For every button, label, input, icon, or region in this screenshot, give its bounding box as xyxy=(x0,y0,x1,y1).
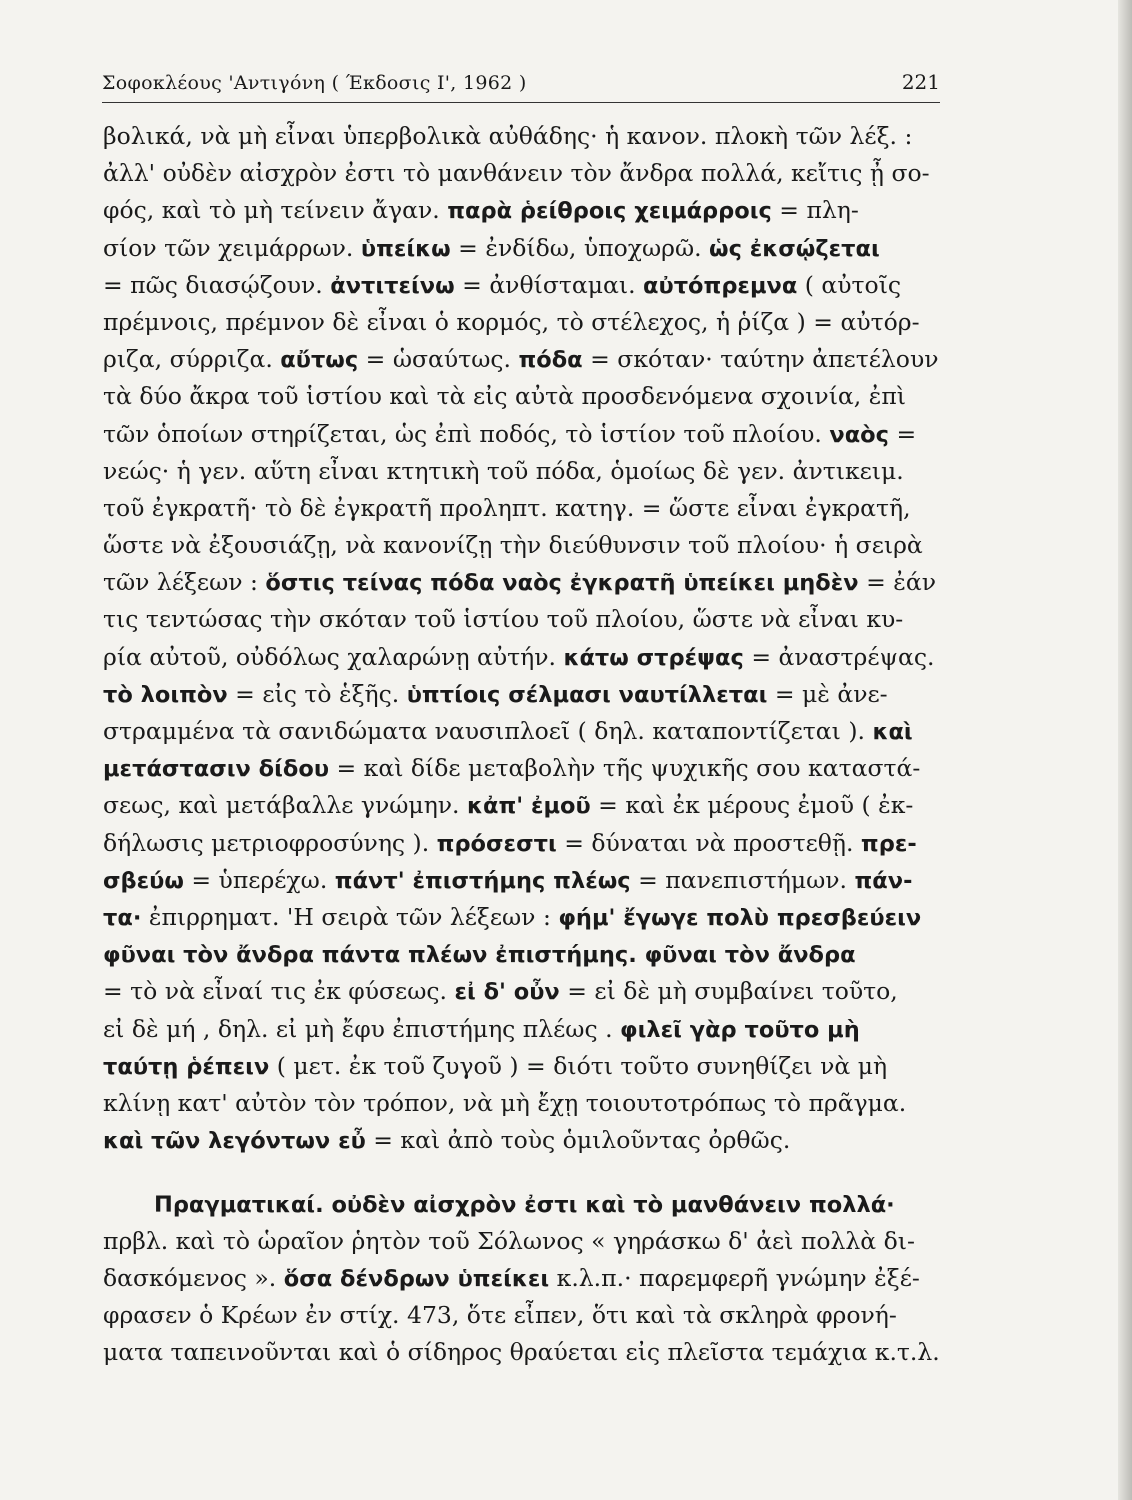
gloss-text: δασκόμενος ». xyxy=(103,1264,284,1292)
gloss-text: ριζα, σύρριζα. xyxy=(103,345,281,374)
lemma-term: παρὰ ῥείθροις χειμάρροις xyxy=(447,198,772,225)
gloss-text: = δύναται νὰ προστεθῇ. xyxy=(556,828,861,857)
lemma-term: ταύτῃ ῥέπειν xyxy=(103,1053,270,1080)
gloss-text: τοῦ ἐγκρατῆ· τὸ δὲ ἐγκρατῆ προληπτ. κατηγ. = ὥστε εἶναι ἐγκρατῆ, xyxy=(103,493,911,522)
lemma-term: ὅσα δένδρων ὑπείκει xyxy=(283,1266,550,1292)
gloss-text: τῶν λέξεων : xyxy=(103,568,266,597)
gloss-text: = ὑπερέχω. xyxy=(183,865,335,894)
commentary-line xyxy=(103,1122,943,1159)
gloss-text: στραμμένα τὰ σανιδώματα ναυσιπλοεῖ ( δηλ. καταποντίζεται ). xyxy=(103,717,873,745)
gloss-text: φρασεν ὁ Κρέων ἐν στίχ. 473, ὅτε εἶπεν, ὅτι καὶ τὰ σκληρὰ φρονή- xyxy=(103,1301,897,1329)
gloss-text: = ἀναστρέψας. xyxy=(743,642,935,671)
gloss-text: σεως, καὶ μετάβαλλε γνώμην. xyxy=(103,791,467,820)
gloss-text: εἰ δὲ μή , δηλ. εἰ μὴ ἔφυ ἐπιστήμης πλέως . xyxy=(103,1014,621,1043)
notes-line xyxy=(103,1260,944,1297)
gloss-text: τῶν ὁποίων στηρίζεται, ὡς ἐπὶ ποδός, τὸ ἱστίον τοῦ πλοίου. xyxy=(103,419,830,448)
lemma-term: πάντ' ἐπιστήμης πλέως xyxy=(334,867,631,894)
notes-line xyxy=(103,1297,944,1334)
commentary-line xyxy=(103,267,943,304)
lemma-term: πρόσεστι xyxy=(436,830,557,857)
lemma-term: κἀπ' ἐμοῦ xyxy=(467,793,591,820)
lemma-term: καὶ τῶν λεγόντων εὖ xyxy=(103,1128,366,1155)
lemma-term: κάτω στρέψας xyxy=(563,644,744,671)
lemma-term: σβεύω xyxy=(103,867,184,894)
commentary-line xyxy=(103,416,943,453)
commentary-line xyxy=(103,155,943,192)
lemma-term: φιλεῖ γὰρ τοῦτο μὴ xyxy=(620,1016,860,1043)
commentary-line xyxy=(103,453,943,490)
commentary-line xyxy=(103,304,943,341)
gloss-text: ἀλλ' οὐδὲν αἰσχρὸν ἐστι τὸ μανθάνειν τὸν ἄνδρα πολλά, κεἴτις ᾖ σο- xyxy=(103,159,930,188)
notes-line xyxy=(103,1223,944,1260)
commentary-line xyxy=(103,676,943,713)
commentary-line xyxy=(103,750,943,787)
lemma-term: φήμ' ἔγωγε πολὺ πρεσβεύειν xyxy=(558,904,922,931)
gloss-text: = ἀνθίσταμαι. xyxy=(454,270,644,299)
factual-notes-block xyxy=(103,1186,944,1371)
gloss-text: = καὶ ἀπὸ τοὺς ὁμιλοῦντας ὀρθῶς. xyxy=(365,1126,791,1155)
gloss-text: κλίνῃ κατ' αὐτὸν τὸν τρόπον, νὰ μὴ ἔχῃ τοιουτοτρόπως τὸ πρᾶγμα. xyxy=(103,1088,907,1117)
commentary-line xyxy=(103,973,943,1010)
commentary-line xyxy=(103,230,943,267)
commentary-line xyxy=(103,1011,943,1048)
commentary-line xyxy=(103,713,943,750)
lemma-term: ὑπείκω xyxy=(360,235,451,262)
lemma-term: τα· xyxy=(103,904,142,931)
gloss-text: = πλη- xyxy=(771,196,859,225)
commentary-line xyxy=(103,490,943,527)
running-header xyxy=(102,62,940,103)
page-number: 221 xyxy=(901,70,940,94)
commentary-line xyxy=(103,564,943,601)
lemma-term: ὡς ἐκσῴζεται xyxy=(709,235,880,262)
commentary-line xyxy=(103,192,943,229)
gloss-text: πρβλ. καὶ τὸ ὡραῖον ῥητὸν τοῦ Σόλωνος « γηράσκω δ' ἀεὶ πολλὰ δι- xyxy=(103,1227,915,1255)
notes-line xyxy=(154,1186,944,1223)
commentary-line xyxy=(103,341,943,378)
commentary-line xyxy=(103,378,943,415)
gloss-text: = τὸ νὰ εἶναί τις ἐκ φύσεως. xyxy=(103,977,455,1006)
gloss-text: ὥστε νὰ ἐξουσιάζῃ, νὰ κανονίζῃ τὴν διεύθυνσιν τοῦ πλοίου· ἡ σειρὰ xyxy=(103,531,923,560)
lemma-term: πάν- xyxy=(854,867,913,894)
lemma-term: τὸ λοιπὸν xyxy=(103,681,228,708)
lemma-term: πρε- xyxy=(860,830,917,857)
commentary-line xyxy=(103,825,943,862)
gloss-text: νεώς· ἡ γεν. αὕτη εἶναι κτητικὴ τοῦ πόδα, ὁμοίως δὲ γεν. ἀντικειμ. xyxy=(103,456,904,485)
gloss-text: ( μετ. ἐκ τοῦ ζυγοῦ ) = διότι τοῦτο συνηθίζει νὰ μὴ xyxy=(269,1051,888,1080)
gloss-text: = εἰ δὲ μὴ συμβαίνει τοῦτο, xyxy=(559,977,898,1006)
commentary-block xyxy=(103,118,943,1159)
gloss-text: ματα ταπεινοῦνται καὶ ὁ σίδηρος θραύεται εἰς πλεῖστα τεμάχια κ.τ.λ. xyxy=(103,1338,940,1366)
gloss-text: = ὡσαύτως. xyxy=(358,345,519,374)
commentary-line xyxy=(103,936,943,973)
gloss-text: φός, καὶ τὸ μὴ τείνειν ἄγαν. xyxy=(103,196,448,225)
gloss-text: = καὶ ἐκ μέρους ἐμοῦ ( ἐκ- xyxy=(590,791,914,820)
gloss-text: βολικά, νὰ μὴ εἶναι ὑπερβολικὰ αὐθάδης· ἡ κανον. πλοκὴ τῶν λέξ. : xyxy=(103,122,913,150)
commentary-line xyxy=(103,601,943,638)
lemma-term: πόδα xyxy=(518,347,583,374)
lemma-term: ἀντιτείνω xyxy=(330,272,455,299)
gloss-text: = μὲ ἀνε- xyxy=(767,679,888,708)
lemma-term: Πραγματικαί. οὐδὲν αἰσχρὸν ἐστι καὶ τὸ μανθάνειν πολλά· xyxy=(154,1192,895,1218)
gloss-text: πρέμνοις, πρέμνον δὲ εἶναι ὁ κορμός, τὸ στέλεχος, ἡ ῥίζα ) = αὐτόρ- xyxy=(103,307,920,336)
commentary-line xyxy=(103,118,943,155)
gloss-text: = ἐάν xyxy=(858,568,937,597)
commentary-line xyxy=(103,639,943,676)
lemma-term: ναὸς xyxy=(829,421,889,448)
commentary-line xyxy=(103,1085,943,1122)
notes-line xyxy=(103,1334,944,1371)
gloss-text: = πῶς διασῴζουν. xyxy=(103,270,331,299)
gloss-text: τὰ δύο ἄκρα τοῦ ἱστίου καὶ τὰ εἰς αὐτὰ προσδενόμενα σχοινία, ἐπὶ xyxy=(103,382,906,411)
lemma-term: εἰ δ' οὖν xyxy=(454,979,560,1006)
commentary-line xyxy=(103,862,943,899)
lemma-term: αὔτως xyxy=(280,347,359,374)
gloss-text: ρία αὐτοῦ, οὐδόλως χαλαρώνῃ αὐτήν. xyxy=(103,642,564,671)
commentary-line xyxy=(103,1048,943,1085)
lemma-term: μετάστασιν δίδου xyxy=(103,756,330,783)
gloss-text: ( αὐτοῖς xyxy=(797,270,902,299)
gloss-text: δήλωσις μετριοφροσύνης ). xyxy=(103,828,437,857)
gloss-text: σίον τῶν χειμάρρων. xyxy=(103,233,361,262)
gloss-text: = πανεπιστήμων. xyxy=(630,865,855,894)
gloss-text: = xyxy=(888,419,917,448)
lemma-term: ὅστις τείνας πόδα ναὸς ἐγκρατῆ ὑπείκει μηδὲν xyxy=(265,570,859,597)
lemma-term: αὐτόπρεμνα xyxy=(643,272,798,299)
gloss-text: = καὶ δίδε μεταβολὴν τῆς ψυχικῆς σου καταστά- xyxy=(329,754,921,783)
commentary-line xyxy=(103,527,943,564)
gloss-text: τις τεντώσας τὴν σκόταν τοῦ ἱστίου τοῦ πλοίου, ὥστε νὰ εἶναι κυ- xyxy=(103,605,904,634)
gloss-text: κ.λ.π.· παρεμφερῆ γνώμην ἐξέ- xyxy=(549,1264,920,1292)
gloss-text: = σκόταν· ταύτην ἀπετέλουν xyxy=(582,345,939,374)
gloss-text: = ἐνδίδω, ὑποχωρῶ. xyxy=(450,233,710,262)
page-edge xyxy=(1118,0,1132,1500)
lemma-term: φῦναι τὸν ἄνδρα πάντα πλέων ἐπιστήμης. φῦναι τὸν ἄνδρα xyxy=(103,942,856,969)
lemma-term: καὶ xyxy=(872,719,913,745)
commentary-line xyxy=(103,899,943,936)
lemma-term: ὑπτίοις σέλμασι ναυτίλλεται xyxy=(406,681,768,708)
commentary-line xyxy=(103,787,943,824)
gloss-text: = εἰς τὸ ἑξῆς. xyxy=(227,679,407,708)
running-title: Σοφοκλέους 'Αντιγόνη ( Έκδοσις Ι', 1962 ) xyxy=(102,72,527,94)
gloss-text: ἐπιρρηματ. 'Η σειρὰ τῶν λέξεων : xyxy=(141,902,559,931)
